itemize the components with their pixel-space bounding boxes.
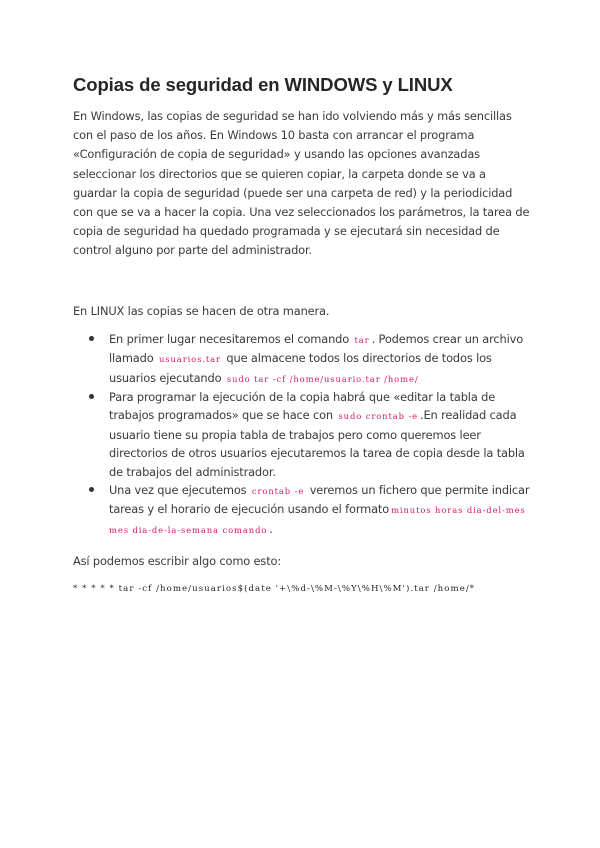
- bullet-text: Una vez que ejecutemos: [109, 483, 250, 498]
- document-title: Copias de seguridad en WINDOWS y LINUX: [73, 74, 453, 95]
- inline-code: tar: [354, 334, 370, 345]
- list-item: [109, 330, 533, 388]
- inline-code: sudo crontab -e: [338, 411, 419, 422]
- bullet-text: veremos un fichero que permite indicar tareas y el horario de ejecución usando el formato: [109, 483, 530, 517]
- inline-code: usuarios.tar: [159, 354, 221, 365]
- document-page: [73, 72, 533, 594]
- inline-code: sudo tar -cf /home/usuario.tar /home/: [226, 373, 419, 384]
- linux-intro: En LINUX las copias se hacen de otra manera.: [73, 303, 330, 318]
- bullet-text: que almacene todos los directorios de todos los usuarios ejecutando: [109, 351, 492, 385]
- bullet-text: .En realidad cada usuario tiene su propia tabla de trabajos pero como queremos leer directorios de otros usuarios ejecutaremos la tarea de copia desde la tabla de trabajos del administrador.: [109, 408, 525, 479]
- bullet-text: En primer lugar necesitaremos el comando: [109, 331, 353, 346]
- list-item: [109, 388, 533, 481]
- bullet-icon: [89, 487, 94, 492]
- example-intro: Así podemos escribir algo como esto:: [73, 554, 282, 569]
- bullet-list: [73, 330, 533, 539]
- example-code-block: * * * * * tar -cf /home/usuarios$(date '+\%d-\%M-\%Y\%H\%M').tar /home/*: [73, 583, 476, 594]
- windows-paragraph: En Windows, las copias de seguridad se han ido volviendo más y más sencillas con el paso de los años. En Windows 10 basta con arrancar el programa «Configuración de copia de seguridad» y usando las opciones avanzadas seleccionar los directorios que se quieren copiar, la carpeta donde se va a guardar la copia de seguridad (puede ser una carpeta de red) y la periodicidad con que se va a hacer la copia. Una vez seleccionados los parámetros, la tarea de copia de seguridad ha quedado programada y se ejecutará sin necesidad de control alguno por parte del administrador.: [73, 109, 530, 258]
- bullet-icon: [89, 336, 94, 341]
- bullet-icon: [89, 394, 94, 399]
- bullet-text: . Podemos crear un archivo llamado: [109, 331, 524, 366]
- inline-code: minutos horas dia-del-mes mes dia-de-la-semana comando: [109, 505, 526, 535]
- inline-code: crontab -e: [251, 486, 305, 497]
- list-item: [109, 481, 533, 539]
- bullet-text: Para programar la ejecución de la copia habrá que «editar la tabla de trabajos programados» que se hace con: [109, 390, 496, 423]
- bullet-text: .: [269, 521, 273, 536]
